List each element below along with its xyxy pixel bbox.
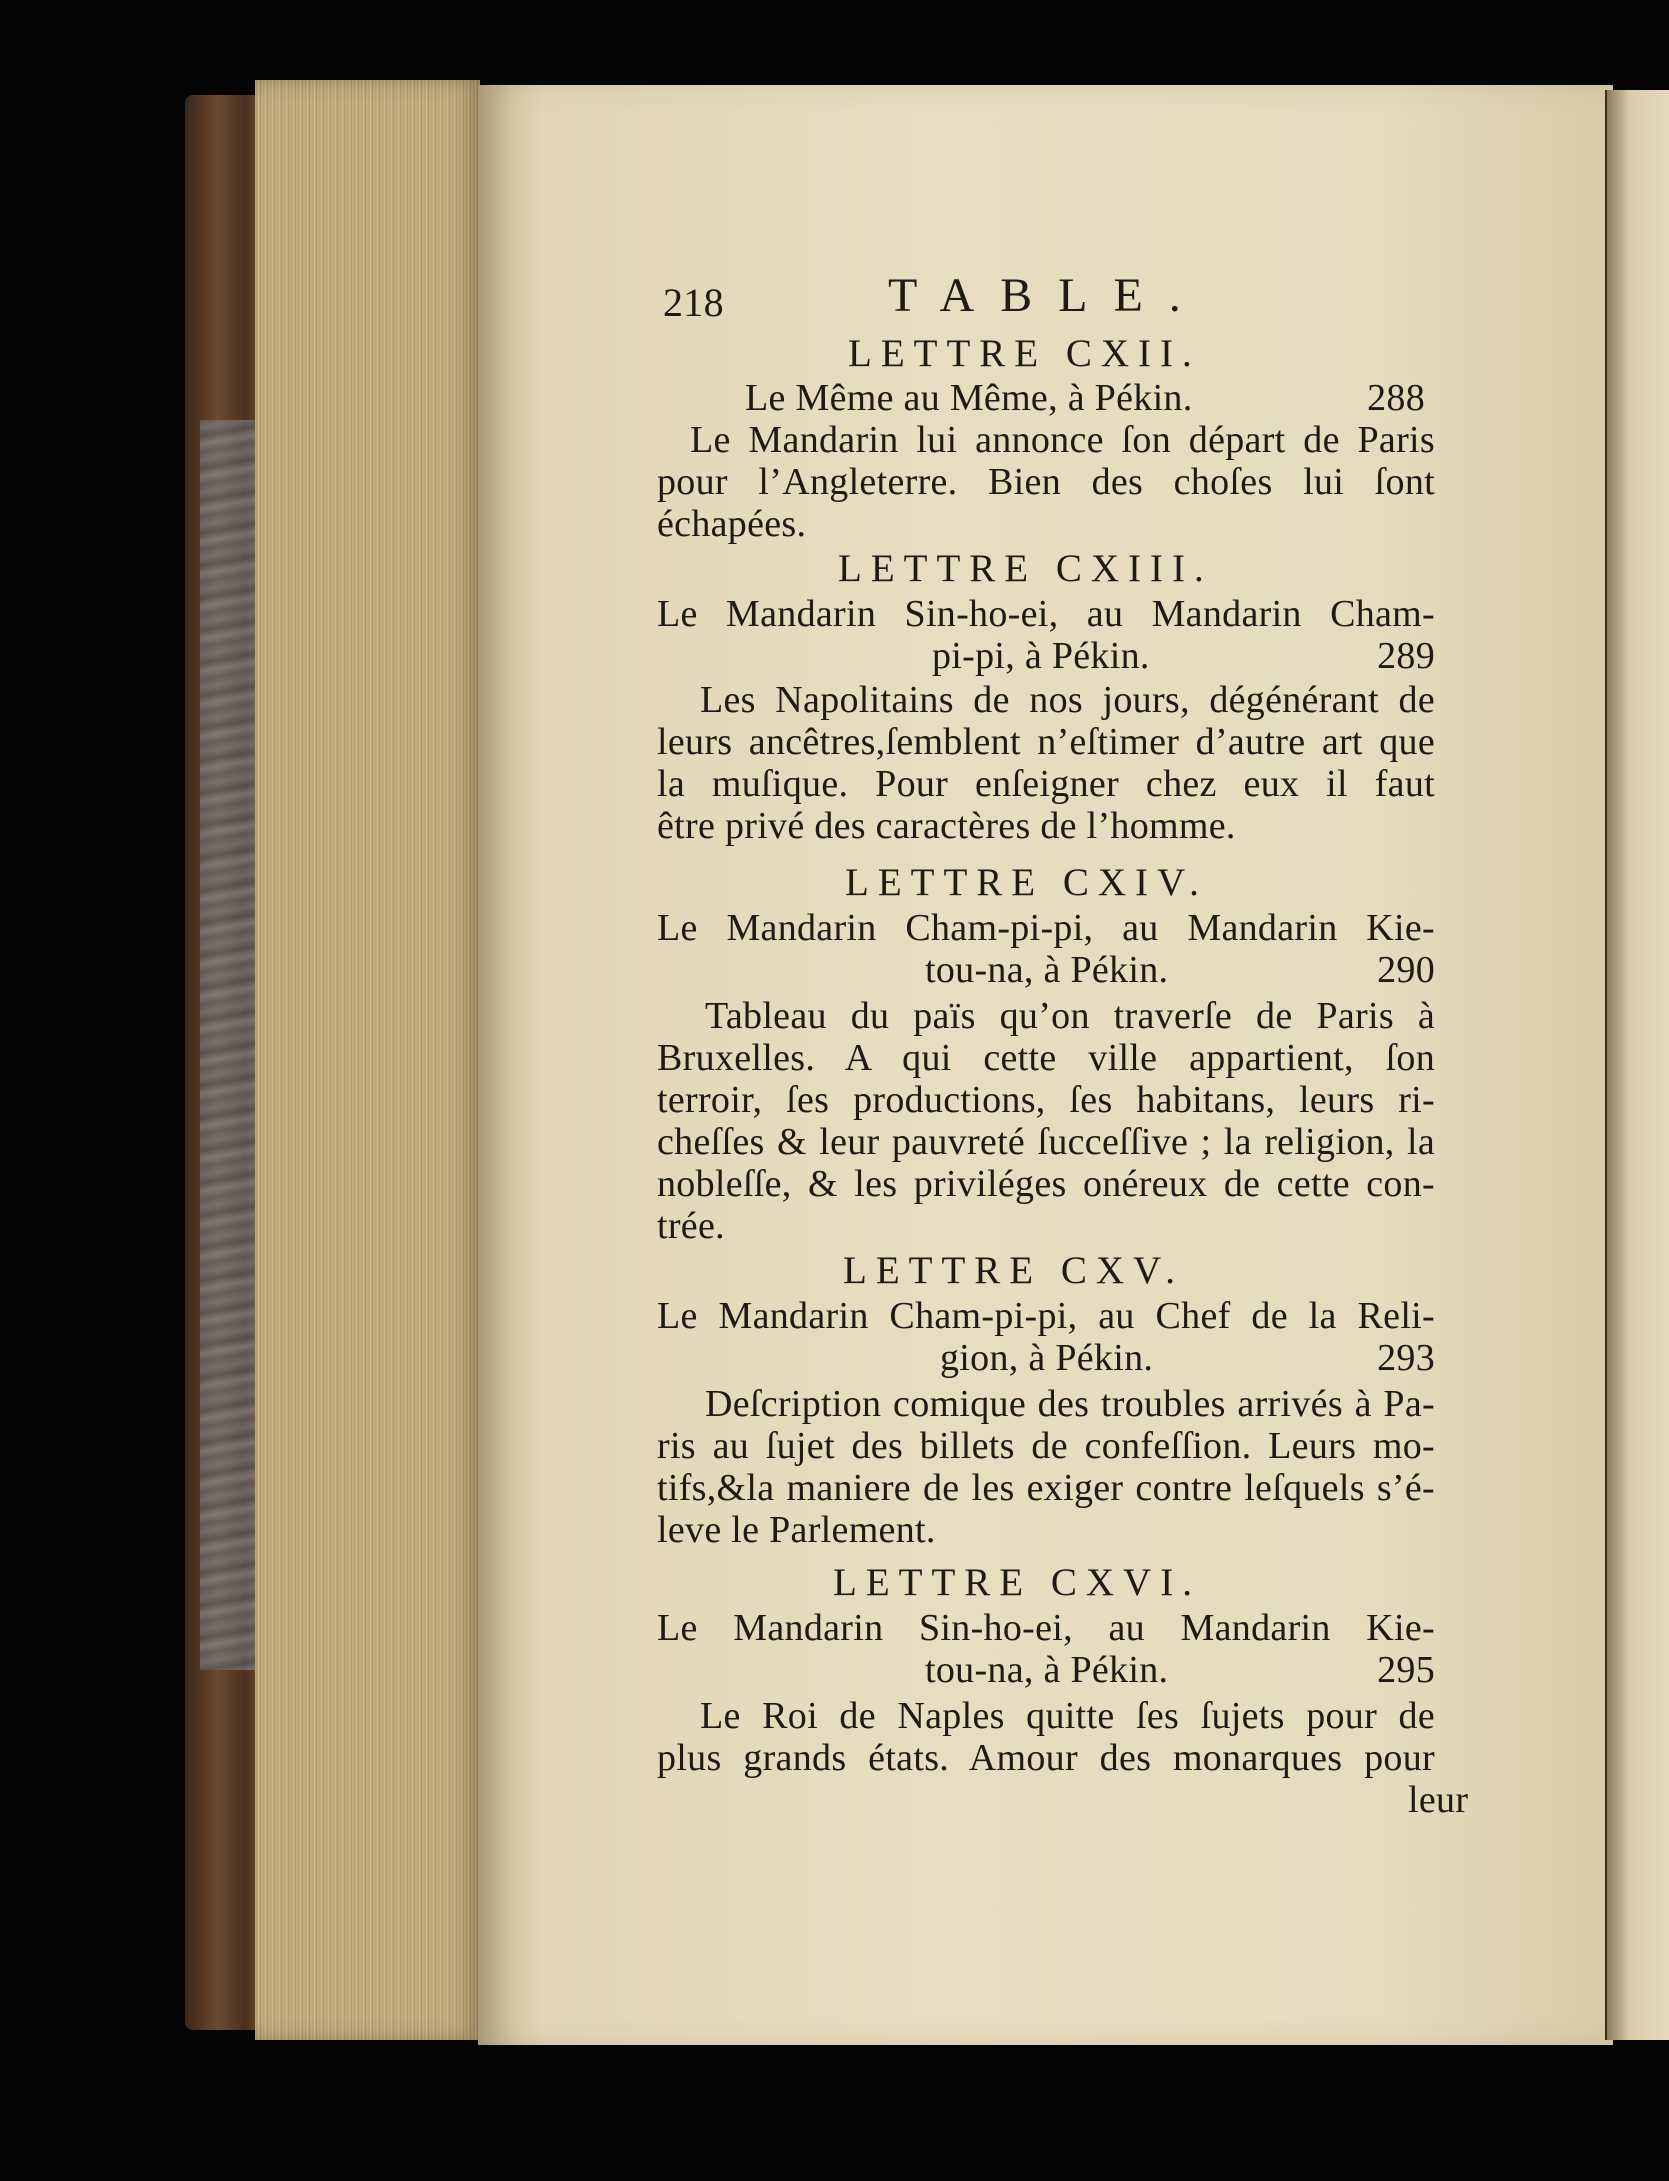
letter-heading: LETTRE CXV. [843,1249,1184,1292]
page-ref: 288 [1367,377,1425,419]
summary-line: Le Roi de Naples quitte ſes ſujets pour de [700,1695,1435,1737]
page-ref: 295 [1377,1649,1435,1691]
letter-sender: Le Même au Même, à Pékin. 288 [745,377,1425,419]
summary-line: trée. [657,1205,725,1247]
letter-heading: LETTRE CXIII. [838,547,1213,590]
summary-line: échapées. [657,503,807,545]
letter-sender: Le Mandarin Sin-ho-ei, au Mandarin Kie- [657,1607,1435,1649]
summary-line: Deſcription comique des troubles arrivés à Pa- [705,1383,1435,1425]
letter-sender-cont: gion, à Pékin. 293 [940,1337,1435,1379]
summary-line: plus grands états. Amour des monarques pour [657,1737,1435,1779]
letter-heading: LETTRE CXVI. [833,1561,1201,1604]
letter-sender-cont: tou-na, à Pékin. 290 [925,949,1435,991]
catchword: leur [1408,1779,1469,1821]
page-ref: 289 [1377,635,1435,677]
summary-line: Tableau du païs qu’on traverſe de Paris à [705,995,1435,1037]
letter-sender: Le Mandarin Cham-pi-pi, au Mandarin Kie- [657,907,1435,949]
summary-line: Les Napolitains de nos jours, dégénérant de [700,679,1435,721]
summary-line: ris au ſujet des billets de confeſſion. Leurs mo- [657,1425,1435,1467]
summary-line: nobleſſe, & les priviléges onéreux de cette con- [657,1163,1435,1205]
summary-line: cheſſes & leur pauvreté ſucceſſive ; la religion, la [657,1121,1435,1163]
summary-line: pour l’Angleterre. Bien des choſes lui ſont [657,461,1435,503]
letter-sender-cont: pi-pi, à Pékin. 289 [932,635,1435,677]
summary-line: tifs,&la maniere de les exiger contre leſquels s’é- [657,1467,1435,1509]
summary-line: être privé des caractères de l’homme. [657,805,1236,847]
summary-line: la muſique. Pour enſeigner chez eux il faut [657,763,1435,805]
summary-line: leve le Parlement. [657,1509,936,1551]
marbled-cover [200,420,260,1670]
letter-sender: Le Mandarin Cham-pi-pi, au Chef de la Reli- [657,1295,1435,1337]
letter-heading: LETTRE CXII. [848,332,1201,375]
summary-line: Bruxelles. A qui cette ville appartient, ſon [657,1037,1435,1079]
facing-page-edge [1605,90,1669,2040]
letter-heading: LETTRE CXIV. [845,861,1208,904]
summary-line: terroir, ſes productions, ſes habitans, leurs ri- [657,1079,1435,1121]
page-number: 218 [663,280,724,325]
summary-line: leurs ancêtres,ſemblent n’eſtimer d’autre art que [657,721,1435,763]
page-ref: 293 [1377,1337,1435,1379]
summary-line: Le Mandarin lui annonce ſon départ de Paris [690,419,1435,461]
page-stack-edge [255,80,480,2040]
page-ref: 290 [1377,949,1435,991]
letter-sender-cont: tou-na, à Pékin. 295 [925,1649,1435,1691]
page-title: TABLE. [888,269,1207,322]
letter-sender: Le Mandarin Sin-ho-ei, au Mandarin Cham- [657,593,1435,635]
